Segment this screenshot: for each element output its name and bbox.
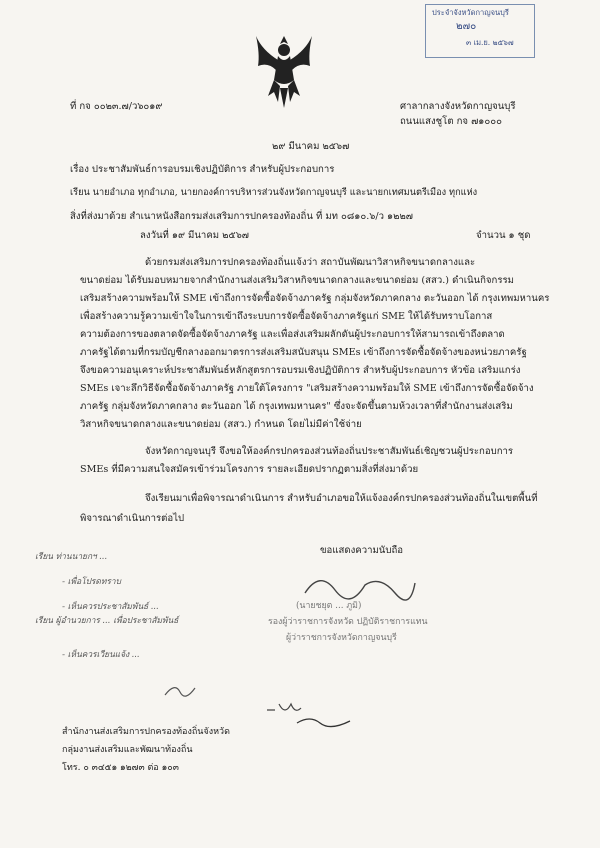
recipient-line: เรียน นายอำเภอ ทุกอำเภอ, นายกองค์การบริหารส่วนจังหวัดกาญจนบุรี และนายกเทศมนตรีเมือง ทุกแห่ง [70, 187, 478, 198]
body-line: เสริมสร้างความพร้อมให้ SME เข้าถึงการจัดซื้อจัดจ้างภาครัฐ กลุ่มจังหวัดภาคกลาง ตะวันออก ได้ กรุงเทพมหานคร [80, 293, 550, 304]
footer-initial-icon [295, 715, 355, 729]
footer-division: กลุ่มงานส่งเสริมและพัฒนาท้องถิ่น [62, 745, 193, 755]
stamp-line-3: ๓ เม.ย. ๒๕๖๗ [466, 38, 514, 47]
enclosure-count: จำนวน ๑ ชุด [476, 230, 531, 241]
body-line: ความต้องการของตลาดจัดซื้อจัดจ้างภาครัฐ และเพื่อส่งเสริมผลักดันผู้ประกอบการให้สามารถเข้าถึงตลาด [80, 329, 505, 340]
handwritten-note: เรียน ผู้อำนวยการ ... เพื่อประชาสัมพันธ์ [35, 615, 179, 625]
handwritten-note: - เพื่อโปรดทราบ [62, 576, 121, 586]
stamp-line-2: ๒๗๐ [456, 21, 477, 32]
receipt-stamp [425, 4, 535, 58]
body-line: ด้วยกรมส่งเสริมการปกครองท้องถิ่นแจ้งว่า สถาบันพัฒนาวิสาหกิจขนาดกลางและ [145, 257, 476, 268]
body-line: จึงเรียนมาเพื่อพิจารณาดำเนินการ สำหรับอำเภอขอให้แจ้งองค์กรปกครองส่วนท้องถิ่นในเขตพื้นที่ [145, 493, 538, 504]
handwritten-note: - เห็นควรประชาสัมพันธ์ ... [62, 601, 159, 611]
initial-mark-icon [160, 680, 200, 700]
subject-line: เรื่อง ประชาสัมพันธ์การอบรมเชิงปฏิบัติการ สำหรับผู้ประกอบการ [70, 164, 335, 175]
body-line: วิสาหกิจขนาดกลางและขนาดย่อม (สสว.) กำหนด โดยไม่มีค่าใช้จ่าย [80, 419, 362, 430]
body-line: SMEs เจาะลึกวิธีจัดซื้อจัดจ้างภาครัฐ ภายใต้โครงการ "เสริมสร้างความพร้อมให้ SME เข้าถึงการจัดซื้อจัดจ้าง [80, 383, 534, 394]
handwritten-note: เรียน ท่านนายกฯ ... [35, 551, 108, 561]
signer-name: (นายชยุต ... ภูมิ) [296, 601, 362, 611]
document-date: ๒๙ มีนาคม ๒๕๖๗ [272, 141, 350, 152]
body-line: ภาครัฐ กลุ่มจังหวัดภาคกลาง ตะวันออก ได้ กรุงเทพมหานคร" ซึ่งจะจัดขึ้นตามห้วงเวลาที่สำนักงานส่งเสริม [80, 401, 513, 412]
enclosure-line-2: ลงวันที่ ๑๙ มีนาคม ๒๕๖๗ [140, 230, 249, 241]
body-line: เพื่อสร้างความรู้ความเข้าใจในการเข้าถึงระบบการจัดซื้อจัดจ้างภาครัฐแก่ SME ให้ได้รับทราบโอกาส [80, 311, 493, 322]
office-address-line-2: ถนนแสงชูโต กจ ๗๑๐๐๐ [400, 116, 502, 127]
enclosure-line-1: สิ่งที่ส่งมาด้วย สำเนาหนังสือกรมส่งเสริมการปกครองท้องถิ่น ที่ มท ๐๘๑๐.๖/ว ๑๒๒๗ [70, 211, 413, 222]
signer-title-1: รองผู้ว่าราชการจังหวัด ปฏิบัติราชการแทน [268, 617, 428, 627]
office-address-line-1: ศาลากลางจังหวัดกาญจนบุรี [400, 101, 516, 112]
signer-title-2: ผู้ว่าราชการจังหวัดกาญจนบุรี [286, 633, 397, 643]
body-line: จึงขอความอนุเคราะห์ประชาสัมพันธ์หลักสูตรการอบรมเชิงปฏิบัติการ สำหรับผู้ประกอบการ หัวข้อ เสริมแกร่ง [80, 365, 521, 376]
body-line: ขนาดย่อม ได้รับมอบหมายจากสำนักงานส่งเสริมวิสาหกิจขนาดกลางและขนาดย่อม (สสว.) ดำเนินกิจกรรม [80, 275, 514, 286]
footer-phone: โทร. ๐ ๓๔๕๑ ๑๒๗๓ ต่อ ๑๐๓ [62, 763, 179, 773]
reference-number: ที่ กจ ๐๐๒๓.๗/ว๖๐๑๙ [70, 101, 163, 112]
footer-office: สำนักงานส่งเสริมการปกครองท้องถิ่นจังหวัด [62, 727, 230, 737]
garuda-emblem-icon [252, 30, 316, 110]
body-line: จังหวัดกาญจนบุรี จึงขอให้องค์กรปกครองส่วนท้องถิ่นประชาสัมพันธ์เชิญชวนผู้ประกอบการ [145, 446, 514, 457]
body-line: ภาครัฐได้ตามที่กรมบัญชีกลางออกมาตรการส่งเสริมสนับสนุน SMEs เข้าถึงการจัดซื้อจัดจ้างของหน่วยภาครัฐ [80, 347, 527, 358]
stamp-line-1: ประจำจังหวัดกาญจนบุรี [432, 8, 509, 17]
signature-image [300, 565, 420, 605]
closing-salutation: ขอแสดงความนับถือ [320, 545, 404, 556]
body-line: SMEs ที่มีความสนใจสมัครเข้าร่วมโครงการ รายละเอียดปรากฏตามสิ่งที่ส่งมาด้วย [80, 464, 419, 475]
body-line: พิจารณาดำเนินการต่อไป [80, 513, 185, 524]
handwritten-note: - เห็นควรเวียนแจ้ง ... [62, 649, 140, 659]
